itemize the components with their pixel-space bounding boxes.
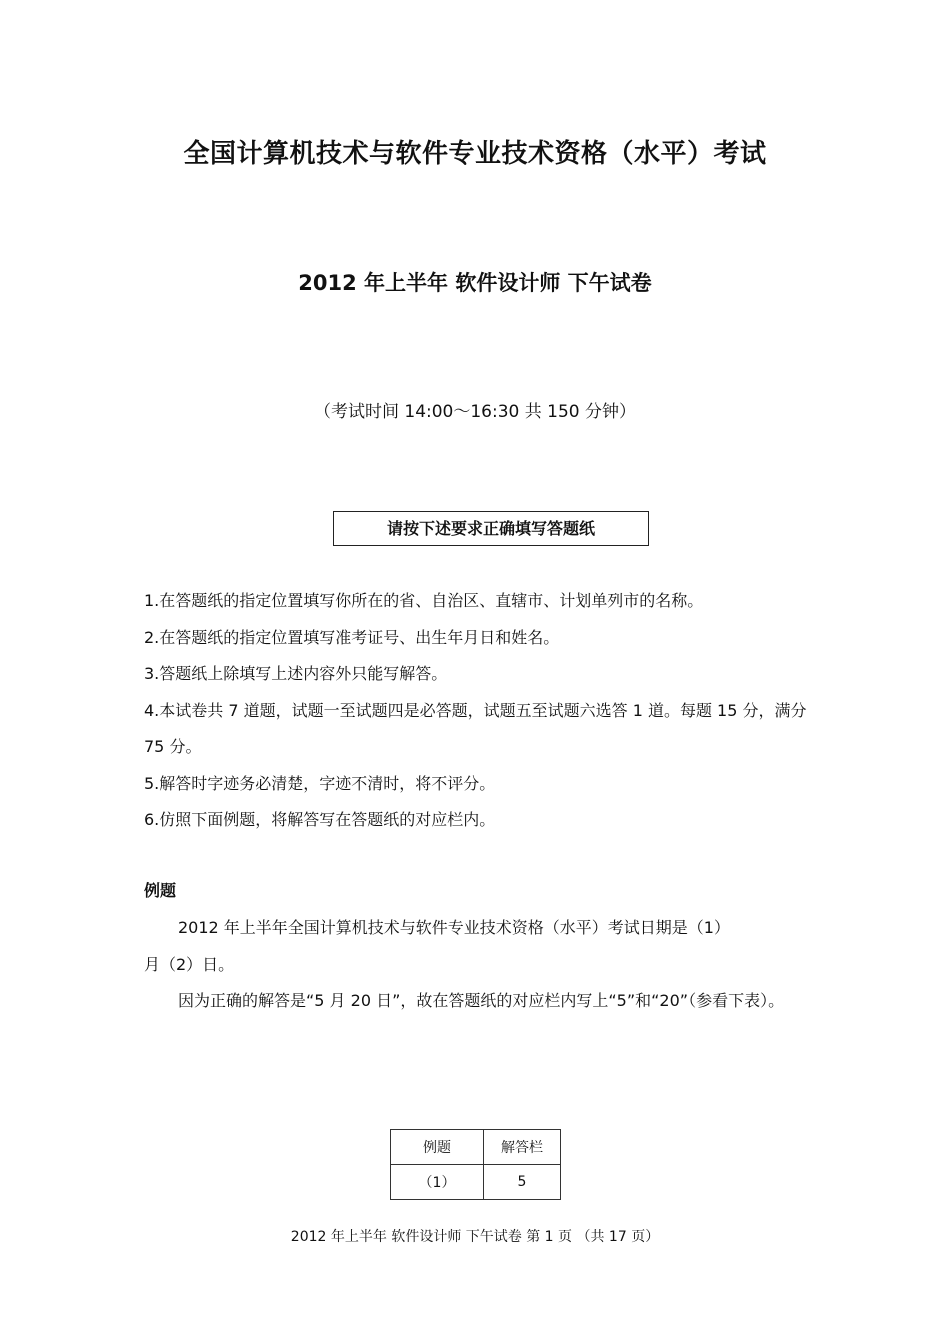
instructions-heading-box: 请按下述要求正确填写答题纸 [333,511,649,546]
table-cell: 5 [484,1165,561,1200]
rule-item: 3.答题纸上除填写上述内容外只能写解答。 [144,664,448,683]
rules-list [144,583,809,839]
rule-item: 6.仿照下面例题，将解答写在答题纸的对应栏内。 [144,810,496,829]
example-heading: 例题 [144,881,177,900]
exam-time: （考试时间 14:00～16:30 共 150 分钟） [313,402,637,422]
example-question-line2: 月（2）日。 [144,954,235,974]
table-row [391,1165,561,1200]
rule-item: 5.解答时字迹务必清楚，字迹不清时，将不评分。 [144,773,496,793]
example-body [144,910,809,1020]
rule-item: 4.本试卷共 7 道题，试题一至试题四是必答题，试题五至试题六选答 1 道。每题 15 分，满分 75 分。 [144,700,807,756]
exam-subtitle: 2012 年上半年 软件设计师 下午试卷 [298,271,652,295]
table-header-cell: 解答栏 [484,1130,561,1165]
table-header-row [391,1130,561,1165]
page-footer: 2012 年上半年 软件设计师 下午试卷 第 1 页 （共 17 页） [290,1229,660,1245]
page-title: 全国计算机技术与软件专业技术资格（水平）考试 [183,139,767,169]
rule-item: 1.在答题纸的指定位置填写你所在的省、自治区、直辖市、计划单列市的名称。 [144,591,704,610]
example-question-line1: 2012 年上半年全国计算机技术与软件专业技术资格（水平）考试日期是（1） [178,918,730,937]
table-header-cell: 例题 [391,1130,484,1165]
answer-table [390,1129,561,1200]
example-answer-text: 因为正确的解答是“5 月 20 日”，故在答题纸的对应栏内写上“5”和“20”（参看下表）。 [178,991,785,1010]
rule-item: 2.在答题纸的指定位置填写准考证号、出生年月日和姓名。 [144,627,560,647]
table-cell: （1） [391,1165,484,1200]
